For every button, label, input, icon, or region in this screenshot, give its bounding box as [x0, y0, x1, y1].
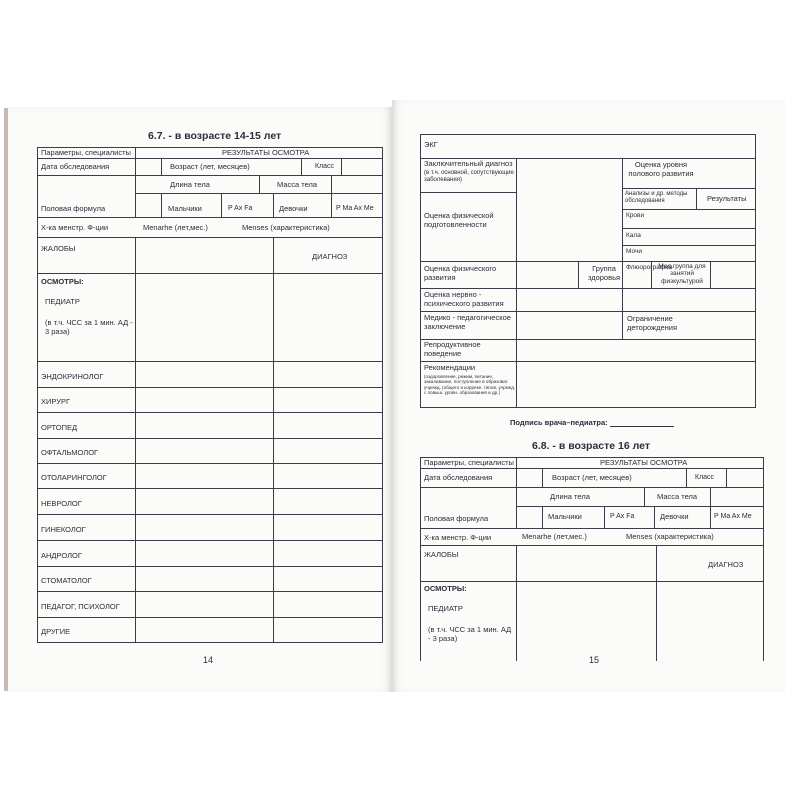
specialist-otolaryngologist: ОТОЛАРИНГОЛОГ: [41, 473, 107, 482]
exam-date-label: Дата обследования: [41, 162, 110, 171]
sex-formula-label-16: Половая формула: [424, 514, 489, 523]
body-length-label: Длина тела: [170, 180, 210, 189]
complaints-label: ЖАЛОБЫ: [41, 244, 76, 253]
boys-codes: P Ax Fa: [228, 205, 253, 212]
maturity-label: Оценка уровня полового развития: [628, 160, 694, 178]
class-label: Класс: [315, 163, 335, 170]
exam-date-label-16: Дата обследования: [424, 473, 493, 482]
menses-label: Menses (характеристика): [242, 223, 330, 232]
specialist-psychologist: ПЕДАГОГ, ПСИХОЛОГ: [41, 602, 120, 611]
results-label: Результаты: [707, 194, 747, 203]
phys-dev-label: Оценка физического развития: [424, 264, 497, 282]
body-mass-label: Масса тела: [277, 180, 318, 189]
specialist-dentist: СТОМАТОЛОГ: [41, 576, 92, 585]
results-header: РЕЗУЛЬТАТЫ ОСМОТРА: [222, 148, 310, 157]
fluoro-label: Флюорография: [626, 264, 673, 271]
complaints-label-16: ЖАЛОБЫ: [424, 550, 459, 559]
menstr-label-16: Х-ка менстр. Ф-ции: [424, 533, 492, 542]
phys-prep-label: Оценка физической подготовленности: [424, 211, 494, 229]
results-header-16: РЕЗУЛЬТАТЫ ОСМОТРА: [600, 458, 688, 467]
health-group-label: Группа здоровья: [587, 264, 621, 282]
mochi-label: Мочи: [626, 248, 642, 255]
age-label-16: Возраст (лет, месяцев): [552, 473, 632, 482]
menarhe-label: Menarhe (лет,мес.): [143, 223, 208, 232]
form-14-15: [37, 147, 383, 643]
specialist-surgeon: ХИРУРГ: [41, 397, 71, 406]
diagnosis-label-16: ДИАГНОЗ: [708, 560, 744, 569]
pediatr-note: (в т.ч. ЧСС за 1 мин. АД - 3 раза): [45, 318, 133, 336]
body-mass-label-16: Масса тела: [657, 492, 698, 501]
diagnosis-label: ДИАГНОЗ: [312, 252, 348, 261]
girls-codes: P Ma Ax Me: [336, 205, 374, 212]
body-length-label-16: Длина тела: [550, 492, 590, 501]
boys-label-16: Мальчики: [548, 512, 582, 521]
med-group-label: Мед.группа для занятий физкультурой: [658, 263, 706, 285]
limitation-label: Ограничение деторождения: [627, 314, 678, 332]
analyses-label: Анализы и др. методы обследования: [625, 191, 688, 204]
recommendations-label: Рекомендации: [424, 363, 476, 372]
specialist-orthopedist: ОРТОПЕД: [41, 423, 78, 432]
page-number-left: 14: [203, 655, 214, 665]
exams-label: ОСМОТРЫ:: [41, 277, 84, 286]
class-label-16: Класс: [695, 474, 715, 481]
pediatr-label-16: ПЕДИАТР: [428, 604, 463, 613]
girls-label: Девочки: [279, 204, 308, 213]
specialist-others: ДРУГИЕ: [41, 627, 71, 636]
ped-conclusion-label: Медико - педагогическое заключение: [424, 313, 511, 331]
girls-codes-16: P Ma Ax Me: [714, 513, 752, 520]
neuro-label: Оценка нервно - психического развития: [424, 290, 504, 308]
pediatrician-signature-label: Подпись врача–педиатра:: [510, 418, 608, 427]
kala-label: Кала: [626, 232, 641, 239]
blood-label: Крови: [626, 212, 645, 219]
final-diag-label: Заключительный диагноз: [424, 159, 513, 168]
menarhe-label-16: Menarhe (лет,мес.): [522, 532, 587, 541]
reproductive-label: Репродуктивное поведение: [424, 340, 481, 358]
specialist-neurologist: НЕВРОЛОГ: [41, 499, 82, 508]
form-16: [420, 457, 764, 661]
pediatr-note-16: (в т.ч. ЧСС за 1 мин. АД - 3 раза): [428, 625, 512, 643]
form-conclusion: [420, 134, 756, 408]
boys-codes-16: P Ax Fa: [610, 513, 635, 520]
exams-label-16: ОСМОТРЫ:: [424, 584, 467, 593]
specialist-ophthalmologist: ОФТАЛЬМОЛОГ: [41, 448, 99, 457]
ekg-label: ЭКГ: [424, 140, 438, 149]
age-label: Возраст (лет, месяцев): [170, 162, 250, 171]
specialist-gynecologist: ГИНЕКОЛОГ: [41, 525, 86, 534]
menses-label-16: Menses (характеристика): [626, 532, 714, 541]
boys-label: Мальчики: [168, 204, 202, 213]
section-title-14-15: 6.7. - в возрасте 14-15 лет: [148, 130, 282, 142]
params-label: Параметры, специалисты: [41, 148, 131, 157]
girls-label-16: Девочки: [660, 512, 689, 521]
sex-formula-label: Половая формула: [41, 204, 106, 213]
page-number-right: 15: [589, 655, 600, 665]
params-label-16: Параметры, специалисты: [424, 458, 514, 467]
specialist-endocrinologist: ЭНДОКРИНОЛОГ: [41, 372, 104, 381]
final-diag-note: (в т.ч. основной, сопутствующие заболевания): [424, 170, 514, 183]
menstr-label: Х-ка менстр. Ф-ции: [41, 223, 109, 232]
specialist-andrologist: АНДРОЛОГ: [41, 551, 82, 560]
pediatr-label: ПЕДИАТР: [45, 297, 80, 306]
recommendations-note: (оздоровление, режим, питание, закаливание, поступление в образоват. учрежд. (общего и корреке. типов, учрежд. с повыш. уровн. образования и др.): [424, 374, 516, 395]
signature-line: [610, 426, 674, 427]
section-title-16: 6.8. - в возрасте 16 лет: [532, 440, 650, 452]
